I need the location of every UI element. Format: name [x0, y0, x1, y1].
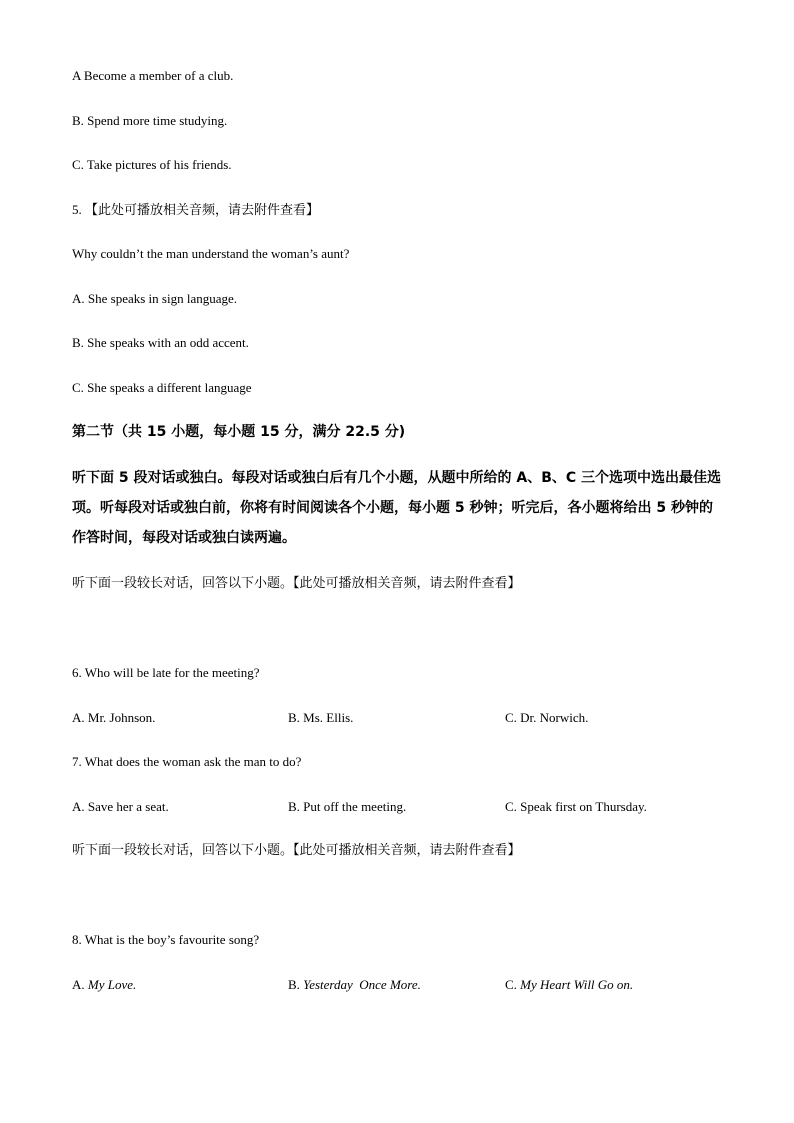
q6-option-c: C. Dr. Norwich. [505, 710, 589, 725]
q5-header [72, 203, 319, 217]
q8-option-c [505, 978, 633, 991]
q5-option-a: A. She speaks in sign language. [72, 291, 238, 306]
q5-option-c: C. She speaks a different language [72, 380, 252, 395]
q8-option-c-prefix: C. [505, 977, 521, 992]
q8-option-a-title: My Love. [87, 977, 137, 992]
q4-option-b: B. Spend more time studying. [72, 113, 228, 128]
q7-option-a: A. Save her a seat. [72, 799, 169, 814]
q8-option-b-title: Yesterday Once More. [303, 977, 421, 992]
section2-instructions: 听下面 5 段对话或独白。每段对话或独白后有几个小题，从题中所给的 A、B、C 三个选项中选出最佳选项。听每段对话或独白前，你将有时间阅读各个小题，每小题 5 秒钟；听完后，各小题将给出 5 秒钟的作答时间，每段对话或独白读两遍。 [72, 470, 722, 546]
q7-question: 7. What does the woman ask the man to do? [72, 754, 302, 769]
q5-audio-note[interactable]: 【此处可播放相关音频，请去附件查看】 [85, 203, 320, 218]
q7-options [72, 800, 732, 814]
q8-option-c-title: My Heart Will Go on. [520, 977, 634, 992]
q5-number: 5. [72, 202, 82, 217]
q8-option-b-prefix: B. [288, 977, 304, 992]
dialogue2-intro[interactable]: 听下面一段较长对话，回答以下小题。【此处可播放相关音频，请去附件查看】 [72, 843, 521, 858]
q8-option-a [72, 978, 136, 991]
q4-option-c: C. Take pictures of his friends. [72, 157, 232, 172]
q8-option-a-prefix: A. [72, 977, 88, 992]
q4-option-a: A Become a member of a club. [72, 68, 234, 83]
q8-question: 8. What is the boy’s favourite song? [72, 932, 260, 947]
q6-option-b: B. Ms. Ellis. [288, 710, 354, 725]
section2-heading: 第二节（共 15 小题，每小题 15 分，满分 22.5 分) [72, 424, 406, 440]
q7-option-b: B. Put off the meeting. [288, 799, 407, 814]
q5-question: Why couldn’t the man understand the woman’s aunt? [72, 246, 350, 261]
q8-option-b [288, 978, 421, 991]
q6-option-a: A. Mr. Johnson. [72, 710, 156, 725]
q7-option-c: C. Speak first on Thursday. [505, 799, 647, 814]
q5-option-b: B. She speaks with an odd accent. [72, 335, 249, 350]
q6-question: 6. Who will be late for the meeting? [72, 665, 260, 680]
q8-options [72, 978, 732, 992]
dialogue1-intro[interactable]: 听下面一段较长对话，回答以下小题。【此处可播放相关音频，请去附件查看】 [72, 576, 521, 591]
q6-options [72, 711, 732, 725]
